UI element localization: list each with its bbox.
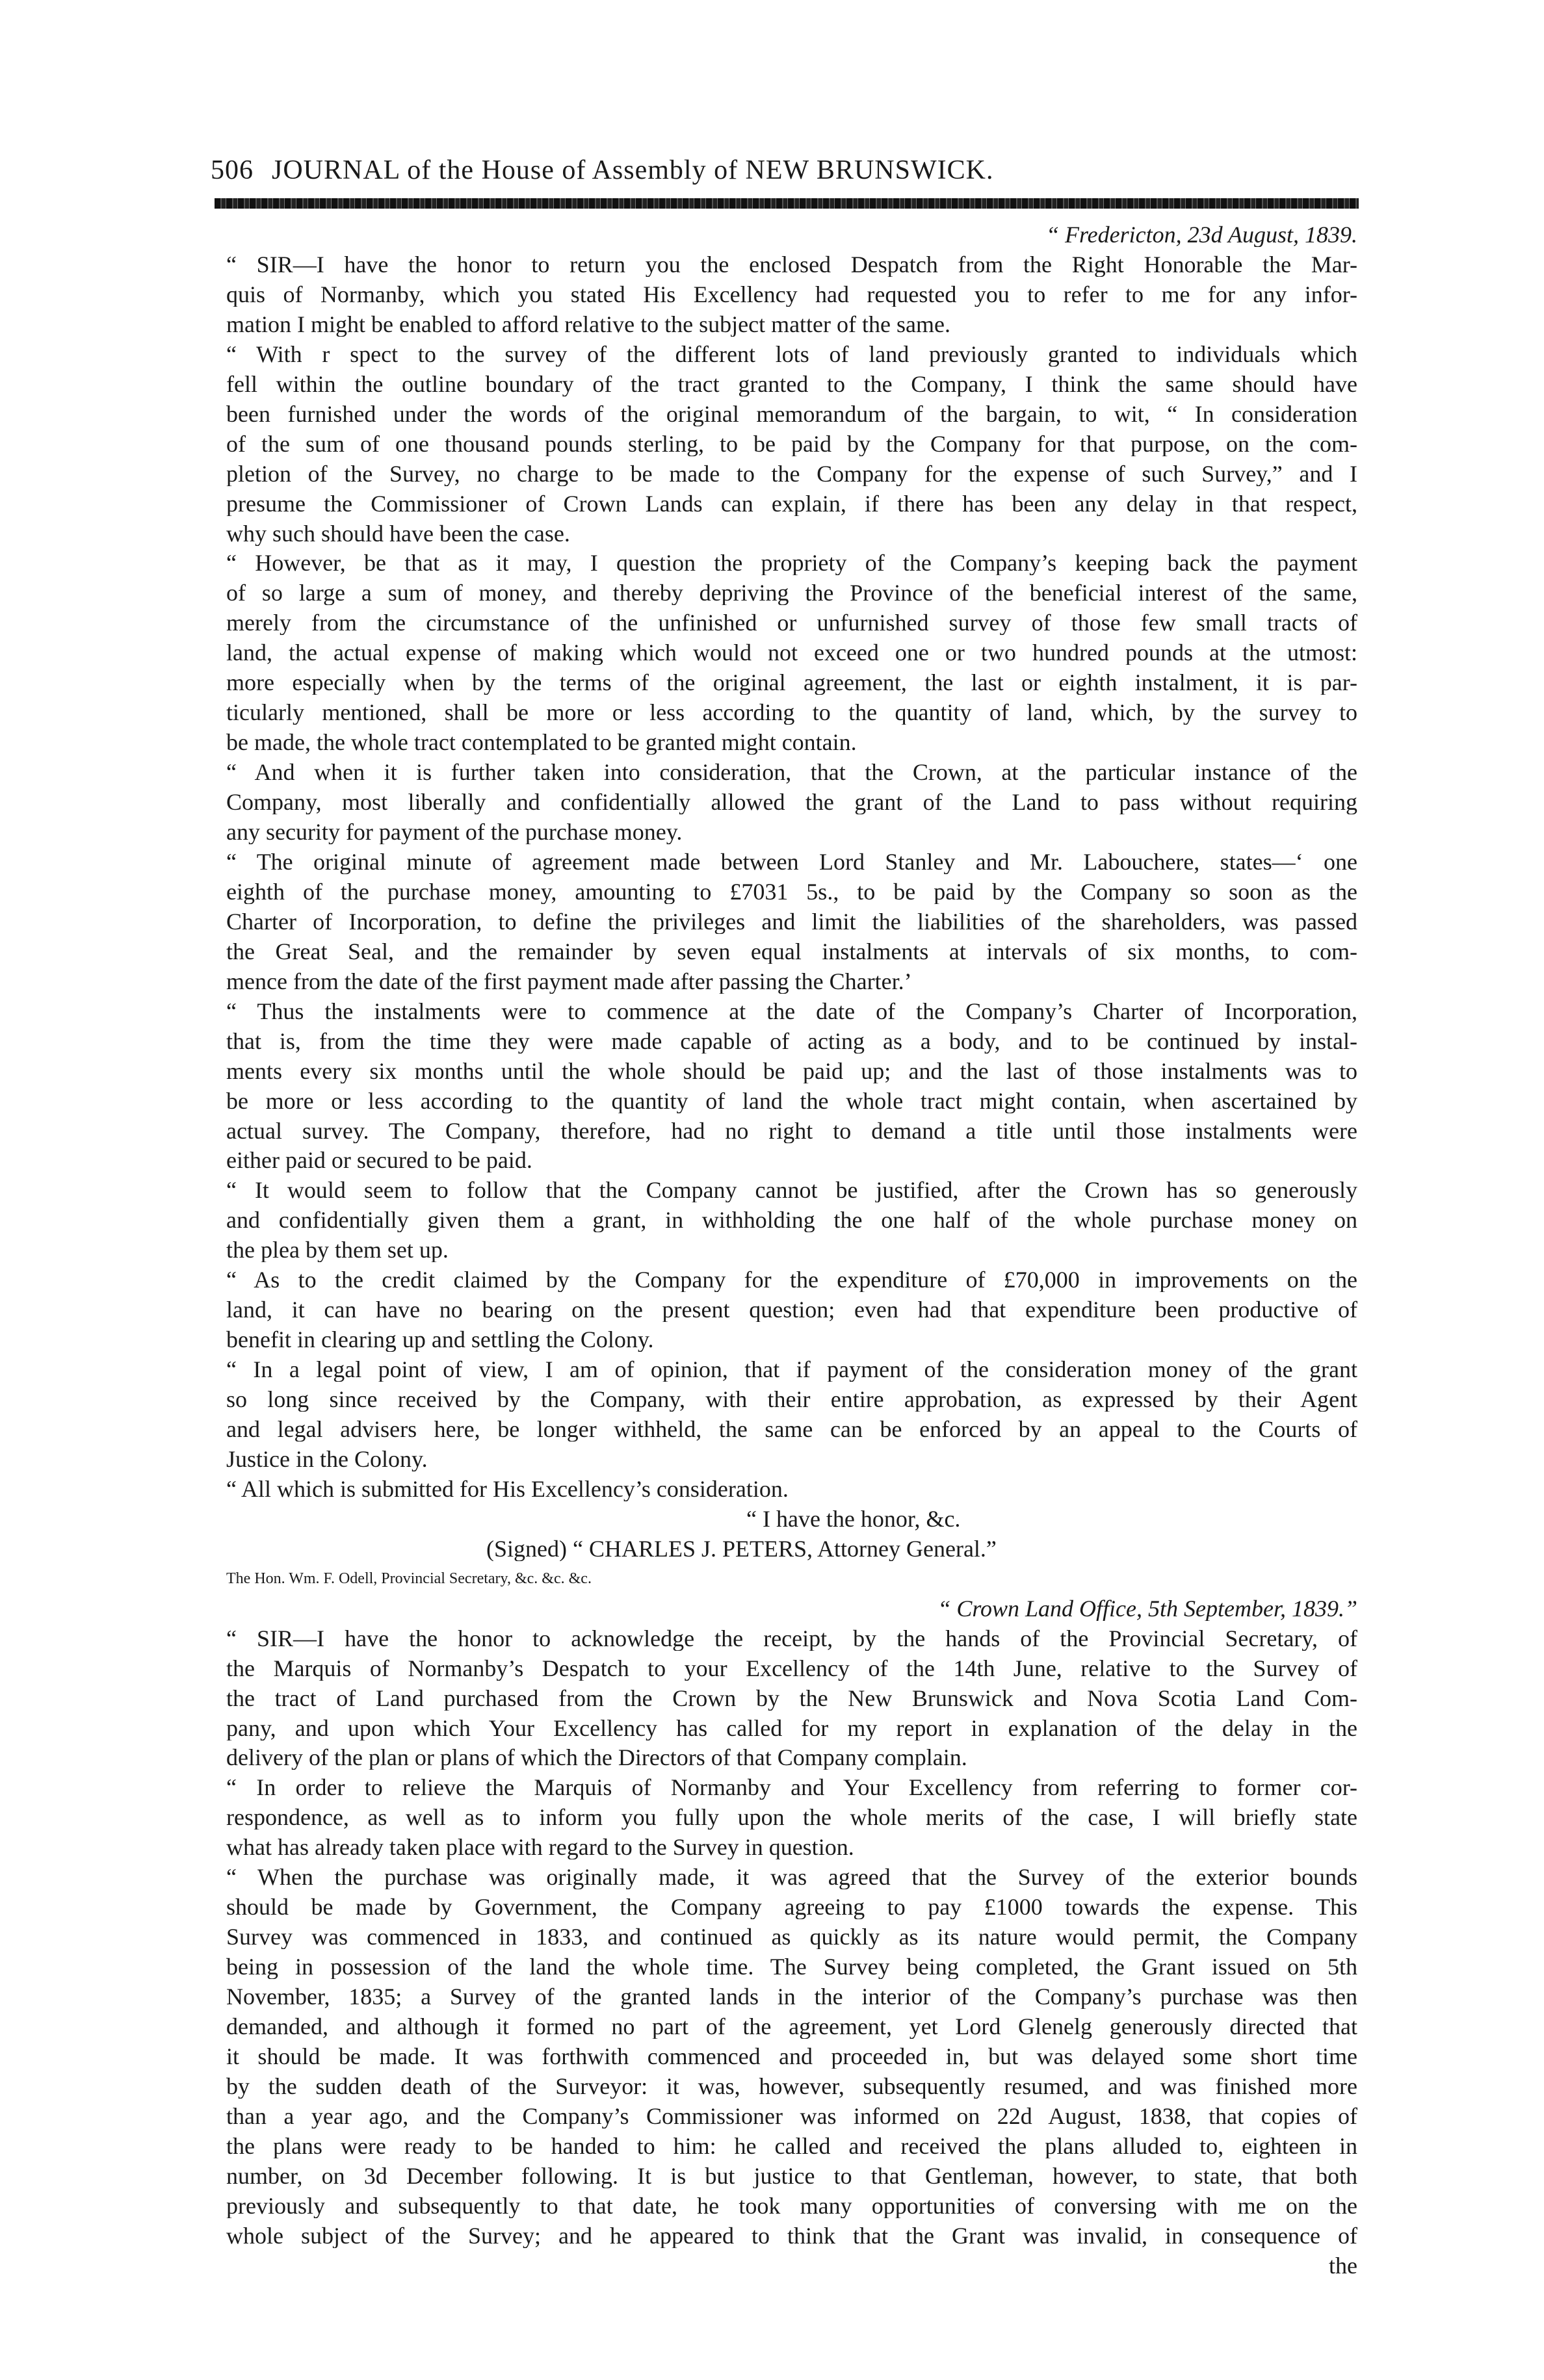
text-line: November, 1835; a Survey of the granted lands in the interior of the Company’s purchase was then bbox=[226, 1985, 1357, 2009]
text-line: being in possession of the land the whole time. The Survey being completed, the Grant issued on 5th bbox=[226, 1955, 1357, 1979]
text-line: (Signed) “ CHARLES J. PETERS, Attorney General.” bbox=[486, 1537, 997, 1561]
page-header bbox=[211, 151, 1355, 190]
text-line: the plans were ready to be handed to him: he called and received the plans alluded to, eighteen in bbox=[226, 2134, 1357, 2158]
text-line: “ With r spect to the survey of the different lots of land previously granted to individuals which bbox=[226, 343, 1357, 367]
text-line: ticularly mentioned, shall be more or less according to the quantity of land, which, by the survey to bbox=[226, 701, 1357, 725]
text-line: The Hon. Wm. F. Odell, Provincial Secretary, &c. &c. &c. bbox=[226, 1570, 592, 1587]
text-line: “ All which is submitted for His Excellency’s consideration. bbox=[226, 1477, 789, 1501]
text-line: benefit in clearing up and settling the Colony. bbox=[226, 1328, 654, 1352]
text-line: “ Fredericton, 23d August, 1839. bbox=[1046, 223, 1357, 247]
text-line: whole subject of the Survey; and he appeared to think that the Grant was invalid, in consequence of bbox=[226, 2224, 1357, 2248]
text-line: actual survey. The Company, therefore, had no right to demand a title until those instalments were bbox=[226, 1119, 1357, 1143]
text-line: quis of Normanby, which you stated His Excellency had requested you to refer to me for any infor- bbox=[226, 283, 1357, 307]
text-line: any security for payment of the purchase money. bbox=[226, 820, 683, 844]
text-line: be more or less according to the quantity of land the whole tract might contain, when ascertained by bbox=[226, 1089, 1357, 1113]
text-line: pletion of the Survey, no charge to be made to the Company for the expense of such Survey,” and I bbox=[226, 462, 1357, 486]
text-line: “ When the purchase was originally made, it was agreed that the Survey of the exterior bounds bbox=[226, 1865, 1357, 1889]
text-line: more especially when by the terms of the original agreement, the last or eighth instalment, it is par- bbox=[226, 671, 1357, 695]
header-rule bbox=[215, 198, 1359, 209]
text-line: so long since received by the Company, with their entire approbation, as expressed by their Agent bbox=[226, 1388, 1357, 1412]
text-line: land, the actual expense of making which would not exceed one or two hundred pounds at the utmost: bbox=[226, 641, 1357, 665]
text-line: that is, from the time they were made capable of acting as a body, and to be continued by instal- bbox=[226, 1029, 1357, 1054]
text-line: and confidentially given them a grant, in withholding the one half of the whole purchase money on bbox=[226, 1208, 1357, 1232]
text-line: the Marquis of Normanby’s Despatch to your Excellency of the 14th June, relative to the Survey of bbox=[226, 1657, 1357, 1681]
text-line: the Great Seal, and the remainder by seven equal instalments at intervals of six months, to com- bbox=[226, 940, 1357, 964]
text-line: mation I might be enabled to afford relative to the subject matter of the same. bbox=[226, 313, 950, 337]
text-line: mence from the date of the first payment made after passing the Charter.’ bbox=[226, 970, 912, 994]
text-line: Justice in the Colony. bbox=[226, 1447, 428, 1471]
text-line: presume the Commissioner of Crown Lands can explain, if there has been any delay in that respect, bbox=[226, 492, 1357, 516]
text-line: the tract of Land purchased from the Crown by the New Brunswick and Nova Scotia Land Com- bbox=[226, 1687, 1357, 1711]
text-line: Survey was commenced in 1833, and continued as quickly as its nature would permit, the Company bbox=[226, 1925, 1357, 1949]
text-line: why such should have been the case. bbox=[226, 522, 570, 546]
text-line: previously and subsequently to that date, he took many opportunities of conversing with me on the bbox=[226, 2194, 1357, 2218]
text-line: it should be made. It was forthwith commenced and proceeded in, but was delayed some short time bbox=[226, 2045, 1357, 2069]
text-line: “ I have the honor, &c. bbox=[746, 1507, 961, 1531]
text-line: respondence, as well as to inform you fully upon the whole merits of the case, I will briefly state bbox=[226, 1805, 1357, 1830]
text-line: “ Crown Land Office, 5th September, 1839.” bbox=[937, 1597, 1357, 1621]
text-line: “ It would seem to follow that the Company cannot be justified, after the Crown has so generously bbox=[226, 1178, 1357, 1202]
text-line: “ SIR—I have the honor to return you the enclosed Despatch from the Right Honorable the Mar- bbox=[226, 253, 1357, 277]
text-line: merely from the circumstance of the unfinished or unfurnished survey of those few small tracts of bbox=[226, 611, 1357, 635]
text-line: than a year ago, and the Company’s Commissioner was informed on 22d August, 1838, that copies of bbox=[226, 2104, 1357, 2128]
text-line: “ And when it is further taken into consideration, that the Crown, at the particular instance of the bbox=[226, 760, 1357, 784]
text-line: of the sum of one thousand pounds sterling, to be paid by the Company for that purpose, on the com- bbox=[226, 432, 1357, 456]
text-line: “ However, be that as it may, I question the propriety of the Company’s keeping back the payment bbox=[226, 551, 1357, 575]
text-line: either paid or secured to be paid. bbox=[226, 1148, 532, 1172]
text-line: “ SIR—I have the honor to acknowledge the receipt, by the hands of the Provincial Secretary, of bbox=[226, 1627, 1357, 1651]
text-line: pany, and upon which Your Excellency has called for my report in explanation of the delay in the bbox=[226, 1716, 1357, 1740]
text-line: “ The original minute of agreement made between Lord Stanley and Mr. Labouchere, states—‘ one bbox=[226, 850, 1357, 874]
text-line: of so large a sum of money, and thereby depriving the Province of the beneficial interest of the same, bbox=[226, 581, 1357, 605]
journal-title: JOURNAL of the House of Assembly of NEW BRUNSWICK. bbox=[272, 155, 994, 185]
text-line: been furnished under the words of the original memorandum of the bargain, to wit, “ In consideration bbox=[226, 402, 1357, 426]
text-line: “ As to the credit claimed by the Company for the expenditure of £70,000 in improvements on the bbox=[226, 1268, 1357, 1292]
text-line: the bbox=[1329, 2254, 1357, 2278]
text-line: ments every six months until the whole should be paid up; and the last of those instalments was to bbox=[226, 1059, 1357, 1083]
text-line: “ Thus the instalments were to commence at the date of the Company’s Charter of Incorporation, bbox=[226, 1000, 1357, 1024]
text-line: land, it can have no bearing on the present question; even had that expenditure been productive of bbox=[226, 1298, 1357, 1322]
text-line: fell within the outline boundary of the tract granted to the Company, I think the same should have bbox=[226, 372, 1357, 396]
text-line: and legal advisers here, be longer withheld, the same can be enforced by an appeal to the Courts of bbox=[226, 1417, 1357, 1442]
text-line: should be made by Government, the Company agreeing to pay £1000 towards the expense. This bbox=[226, 1895, 1357, 1919]
text-line: eighth of the purchase money, amounting to £7031 5s., to be paid by the Company so soon as the bbox=[226, 880, 1357, 904]
page-number: 506 bbox=[211, 155, 254, 185]
text-line: Charter of Incorporation, to define the privileges and limit the liabilities of the shareholders, was passed bbox=[226, 910, 1357, 934]
text-line: demanded, and although it formed no part of the agreement, yet Lord Glenelg generously directed that bbox=[226, 2015, 1357, 2039]
text-line: be made, the whole tract contemplated to be granted might contain. bbox=[226, 731, 857, 755]
text-line: “ In order to relieve the Marquis of Normanby and Your Excellency from referring to former cor- bbox=[226, 1776, 1357, 1800]
text-line: what has already taken place with regard to the Survey in question. bbox=[226, 1835, 854, 1859]
text-line: by the sudden death of the Surveyor: it was, however, subsequently resumed, and was finished more bbox=[226, 2075, 1357, 2099]
text-line: “ In a legal point of view, I am of opinion, that if payment of the consideration money of the grant bbox=[226, 1358, 1357, 1382]
text-line: the plea by them set up. bbox=[226, 1238, 449, 1262]
text-line: delivery of the plan or plans of which the Directors of that Company complain. bbox=[226, 1746, 967, 1770]
text-line: Company, most liberally and confidentially allowed the grant of the Land to pass without requiring bbox=[226, 790, 1357, 814]
text-line: number, on 3d December following. It is but justice to that Gentleman, however, to state, that both bbox=[226, 2164, 1357, 2188]
